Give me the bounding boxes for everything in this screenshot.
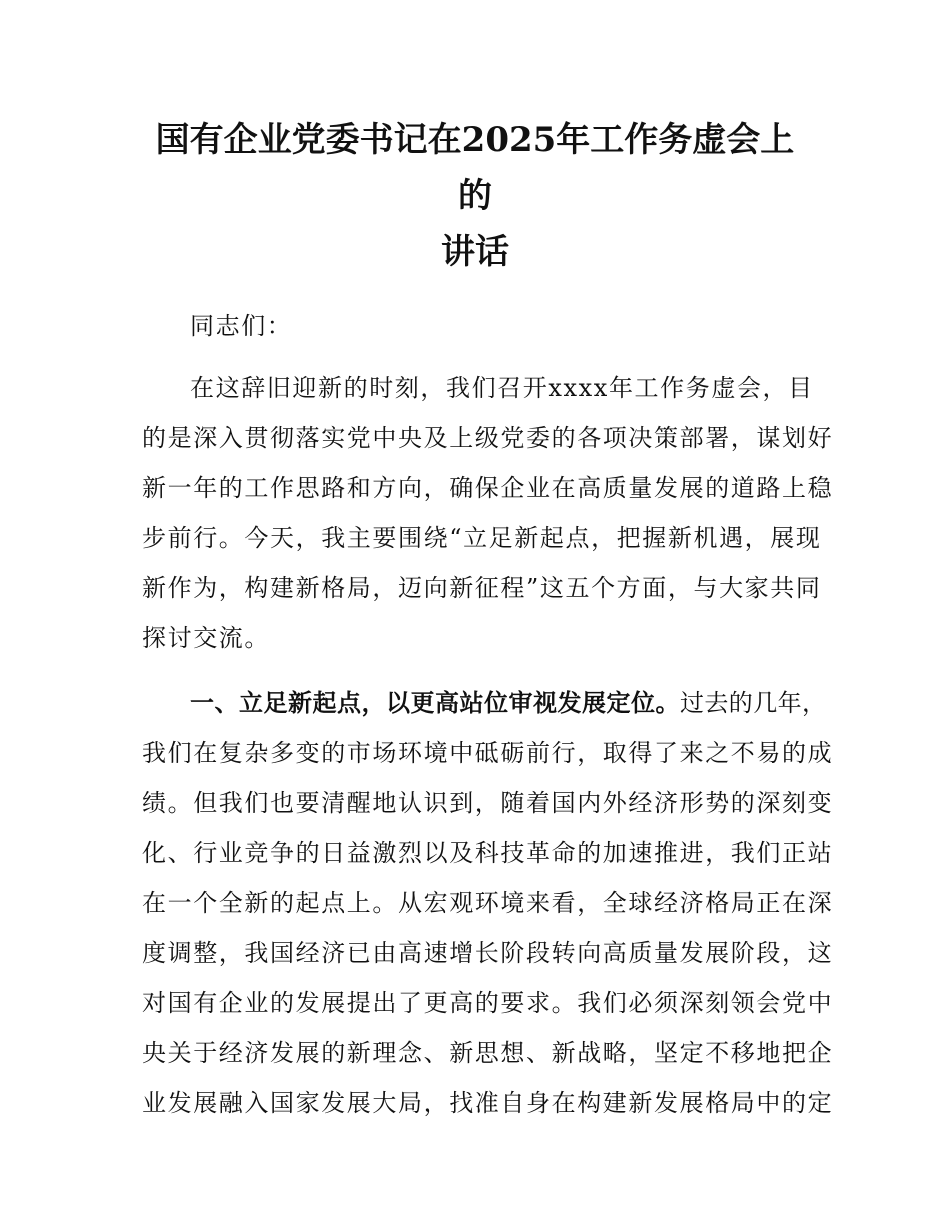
section1-line-3: 绩。但我们也要清醒地认识到，随着国内外经济形势的深刻变	[142, 789, 834, 817]
section1-line-4: 化、行业竞争的日益激烈以及科技革命的加速推进，我们正站	[142, 839, 834, 867]
title-line-2: 讲话	[441, 232, 509, 272]
document-title	[142, 112, 808, 280]
paragraph1-line-1: 在这辞旧迎新的时刻，我们召开xxxx年工作务虚会，目	[190, 374, 814, 402]
section1-line-7: 对国有企业的发展提出了更高的要求。我们必须深刻领会党中	[142, 989, 834, 1017]
paragraph1-line-6: 探讨交流。	[142, 624, 270, 652]
section1-line-5: 在一个全新的起点上。从宏观环境来看，全球经济格局正在深	[142, 889, 834, 917]
section1-first-line	[190, 688, 856, 718]
section1-line-8: 央关于经济发展的新理念、新思想、新战略，坚定不移地把企	[142, 1039, 834, 1067]
paragraph1-line-3: 新一年的工作思路和方向，确保企业在高质量发展的道路上稳	[142, 474, 834, 502]
section1-line-9: 业发展融入国家发展大局，找准自身在构建新发展格局中的定	[142, 1089, 834, 1117]
section1-line-6: 度调整，我国经济已由高速增长阶段转向高质量发展阶段，这	[142, 939, 834, 967]
paragraph1-line-4: 步前行。今天，我主要围绕“立足新起点，把握新机遇，展现	[142, 524, 822, 552]
paragraph1-line-5: 新作为，构建新格局，迈向新征程”这五个方面，与大家共同	[142, 574, 822, 602]
section1-first-line-rest: 过去的几年，	[680, 689, 827, 717]
title-line-1: 国有企业党委书记在2025年工作务虚会上的	[155, 120, 795, 216]
section1-heading: 一、立足新起点，以更高站位审视发展定位。	[190, 689, 680, 717]
paragraph1-line-2: 的是深入贯彻落实党中央及上级党委的各项决策部署，谋划好	[142, 424, 834, 452]
greeting: 同志们：	[190, 312, 293, 340]
section1-line-2: 我们在复杂多变的市场环境中砥砺前行，取得了来之不易的成	[142, 739, 834, 767]
